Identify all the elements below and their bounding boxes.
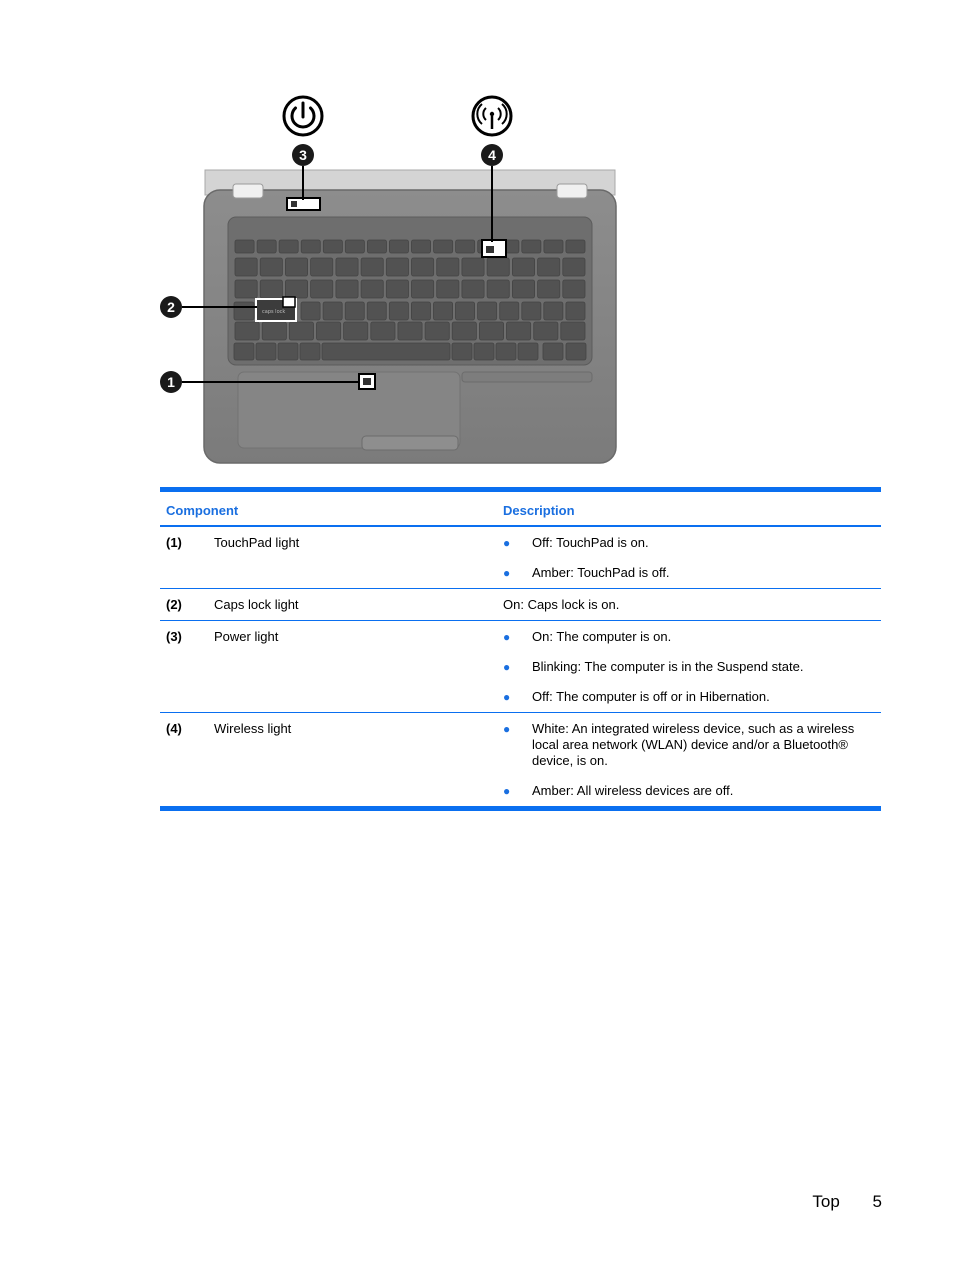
keyboard-key (285, 280, 307, 298)
component-name: Power light (208, 621, 497, 713)
description-item (503, 689, 875, 705)
keyboard-key (371, 322, 395, 340)
keyboard-key (479, 322, 503, 340)
keyboard-key (544, 240, 563, 253)
keyboard-key (538, 258, 560, 276)
keyboard-key (512, 258, 534, 276)
component-number: (2) (160, 589, 208, 621)
description-item (503, 783, 875, 799)
keyboard-key (398, 322, 422, 340)
keyboard-key (235, 240, 254, 253)
keyboard-key (462, 280, 484, 298)
description-item (503, 535, 875, 551)
hinge-pad-right (557, 184, 587, 198)
keyboard-key (566, 343, 586, 360)
keyboard-key (566, 302, 585, 320)
bullet-icon: ● (503, 660, 511, 674)
keyboard-key (563, 258, 585, 276)
keyboard-key (544, 302, 563, 320)
keyboard-key (543, 343, 563, 360)
component-name: TouchPad light (214, 535, 300, 550)
touchpad-light-dot (363, 378, 371, 385)
keyboard-key (412, 258, 434, 276)
keyboard-key (496, 343, 516, 360)
keyboard-key (563, 280, 585, 298)
keyboard-key (323, 240, 342, 253)
keyboard-key (278, 343, 298, 360)
description-list (503, 629, 875, 705)
description-item (503, 565, 875, 581)
description-item (503, 629, 875, 645)
description-text: Amber: TouchPad is off. (532, 565, 670, 580)
keyboard-key (425, 322, 449, 340)
keyboard-key (512, 280, 534, 298)
description-item (503, 659, 875, 675)
keyboard-key (345, 240, 364, 253)
keyboard-key (561, 322, 585, 340)
page-footer (812, 1192, 882, 1212)
component-name: Wireless light (208, 713, 497, 809)
keyboard-key (487, 280, 509, 298)
description-item (503, 721, 875, 769)
description-text: Amber: All wireless devices are off. (532, 783, 734, 798)
keyboard-key (289, 322, 313, 340)
table-row (160, 526, 881, 589)
keyboard-key (317, 322, 341, 340)
description-text: On: The computer is on. (532, 629, 672, 644)
component-description (497, 621, 881, 713)
keyboard-key (260, 280, 282, 298)
keyboard-key (456, 240, 475, 253)
description-list (503, 721, 875, 799)
keyboard-key (234, 302, 254, 320)
keyboard-key (367, 240, 386, 253)
keyboard-key (234, 343, 254, 360)
keyboard-key (412, 240, 431, 253)
header-description: Description (497, 490, 881, 527)
keyboard-key (301, 240, 320, 253)
bullet-icon: ● (503, 690, 511, 704)
keyboard-key (300, 343, 320, 360)
palmrest-ridge (462, 372, 592, 382)
hinge-pad-left (233, 184, 263, 198)
table-row (160, 589, 881, 621)
keyboard-key (361, 258, 383, 276)
keyboard-key (285, 258, 307, 276)
keyboard-key (462, 258, 484, 276)
component-number: (4) (160, 713, 208, 809)
bullet-icon: ● (503, 566, 511, 580)
table-body (160, 526, 881, 809)
keyboard-key (262, 322, 286, 340)
keyboard-key (336, 280, 358, 298)
callout-1 (160, 371, 182, 393)
keyboard-key (367, 302, 386, 320)
power-light-dot (291, 201, 297, 207)
header-component: Component (160, 490, 497, 527)
footer-section-title: Top (812, 1192, 840, 1211)
keyboard-key (434, 240, 453, 253)
bullet-icon: ● (503, 722, 511, 736)
svg-text:4: 4 (488, 147, 496, 163)
keyboard-key (235, 258, 257, 276)
keyboard-key (566, 240, 585, 253)
keyboard-key (478, 302, 497, 320)
keyboard-key (411, 302, 430, 320)
power-icon (284, 97, 322, 135)
description-text: Off: TouchPad is on. (532, 535, 649, 550)
keyboard-key (522, 240, 541, 253)
keyboard-key (434, 302, 453, 320)
keyboard-key (256, 343, 276, 360)
svg-text:2: 2 (167, 299, 175, 315)
wireless-light-dot (486, 246, 494, 253)
keyboard-key (456, 302, 475, 320)
description-text: Blinking: The computer is in the Suspend state. (532, 659, 804, 674)
touchpad-button (362, 436, 458, 450)
component-number: (1) (166, 535, 182, 550)
keyboard-key (437, 258, 459, 276)
table-row (160, 713, 881, 809)
keyboard-key (452, 343, 472, 360)
keyboard-key (257, 240, 276, 253)
keyboard-key (311, 280, 333, 298)
keyboard-key (518, 343, 538, 360)
keyboard-key (412, 280, 434, 298)
keyboard-key (534, 322, 558, 340)
bullet-icon: ● (503, 536, 511, 550)
keyboard-key (389, 302, 408, 320)
keyboard-key (344, 322, 368, 340)
keyboard-key (507, 322, 531, 340)
keyboard-key (474, 343, 494, 360)
keyboard-key (389, 240, 408, 253)
footer-page-number: 5 (872, 1192, 882, 1211)
keyboard-key (311, 258, 333, 276)
component-description (497, 526, 881, 589)
keyboard-key (361, 280, 383, 298)
keyboard-key (336, 258, 358, 276)
description-text: White: An integrated wireless device, such as a wireless local area network (WLAN) device and/or a Bluetooth® device, is on. (532, 721, 855, 768)
keyboard-key (345, 302, 364, 320)
caps-lock-key-label: caps lock (262, 309, 286, 315)
keyboard-key (235, 280, 257, 298)
keyboard-key (437, 280, 459, 298)
keyboard-key (538, 280, 560, 298)
svg-text:1: 1 (167, 374, 175, 390)
wireless-icon (473, 97, 511, 135)
keyboard-key (522, 302, 541, 320)
svg-text:3: 3 (299, 147, 307, 163)
keyboard-key (386, 258, 408, 276)
components-table (160, 487, 881, 811)
keyboard-key (500, 302, 519, 320)
component-description (497, 589, 881, 621)
keyboard-key (260, 258, 282, 276)
component-description (497, 713, 881, 809)
keyboard-key (452, 322, 476, 340)
description-text: On: Caps lock is on. (503, 597, 620, 612)
callout-2 (160, 296, 182, 318)
caps-lock-light-box (283, 297, 295, 307)
keyboard-key (235, 322, 259, 340)
table-header-row (160, 490, 881, 527)
bullet-icon: ● (503, 630, 511, 644)
bullet-icon: ● (503, 784, 511, 798)
component-name: Caps lock light (208, 589, 497, 621)
callout-3 (292, 144, 314, 166)
keyboard-key (322, 343, 450, 360)
keyboard-key (301, 302, 320, 320)
description-text: Off: The computer is off or in Hibernation. (532, 689, 770, 704)
description-list (503, 535, 875, 581)
component-number: (3) (160, 621, 208, 713)
keyboard-key (323, 302, 342, 320)
laptop-top-view-illustration (0, 0, 954, 480)
keyboard-key (386, 280, 408, 298)
keyboard-key (487, 258, 509, 276)
callout-4 (481, 144, 503, 166)
keyboard-key (279, 240, 298, 253)
table-row (160, 621, 881, 713)
